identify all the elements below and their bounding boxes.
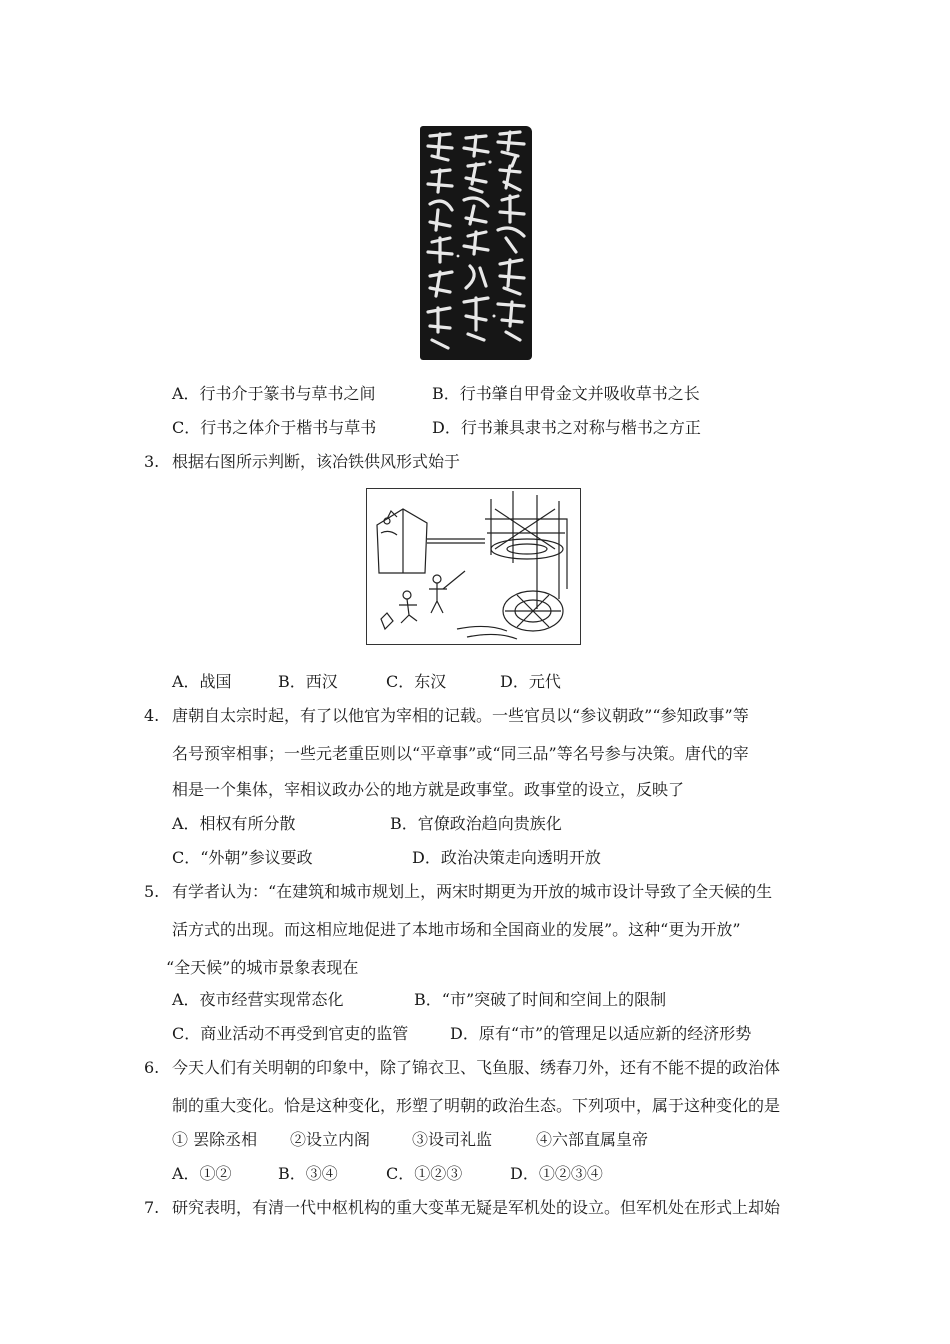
q2-option-d: D．行书兼具隶书之对称与楷书之方正 <box>432 418 701 437</box>
q3-option-c: C．东汉 <box>386 672 447 691</box>
calligraphy-rubbing-icon <box>420 126 532 360</box>
q6-option-c: C．①②③ <box>386 1164 463 1183</box>
q4-option-c: C．“外朝”参议要政 <box>172 848 313 867</box>
q6-item-3: ③设司礼监 <box>412 1130 493 1149</box>
q6-item-1: ① 罢除丞相 <box>172 1130 258 1149</box>
q5-option-b: B．“市”突破了时间和空间上的限制 <box>414 990 667 1009</box>
q6-number: 6. <box>144 1058 160 1077</box>
q6-stem-line-2: 制的重大变化。恰是这种变化，形塑了明朝的政治生态。下列项中，属于这种变化的是 <box>172 1096 781 1115</box>
q2-option-b: B．行书肇自甲骨金文并吸收草书之长 <box>432 384 700 403</box>
q6-option-b: B．③④ <box>278 1164 338 1183</box>
q5-stem-line-2: 活方式的出现。而这相应地促进了本地市场和全国商业的发展”。这种“更为开放” <box>172 920 741 939</box>
q6-item-2: ②设立内阁 <box>290 1130 371 1149</box>
q5-option-a: A．夜市经营实现常态化 <box>172 990 344 1009</box>
q6-option-a: A．①② <box>172 1164 232 1183</box>
iron-smelting-figure <box>366 488 581 645</box>
q7-stem-line-1: 研究表明，有清一代中枢机构的重大变革无疑是军机处的设立。但军机处在形式上却始 <box>172 1198 781 1217</box>
q5-stem-line-1: 有学者认为：“在建筑和城市规划上，两宋时期更为开放的城市设计导致了全天候的生 <box>172 882 773 901</box>
q6-stem-line-1: 今天人们有关明朝的印象中，除了锦衣卫、飞鱼服、绣春刀外，还有不能不提的政治体 <box>172 1058 781 1077</box>
q4-stem-line-1: 唐朝自太宗时起，有了以他官为宰相的记载。一些官员以“参议朝政”“参知政事”等 <box>172 706 749 725</box>
q2-option-c: C．行书之体介于楷书与草书 <box>172 418 377 437</box>
q6-item-4: ④六部直属皇帝 <box>536 1130 649 1149</box>
q5-number: 5. <box>144 882 160 901</box>
q2-option-a: A．行书介于篆书与草书之间 <box>172 384 376 403</box>
q5-stem-line-3: “全天候”的城市景象表现在 <box>166 958 359 977</box>
calligraphy-rubbing-image <box>420 126 532 360</box>
q3-option-d: D．元代 <box>500 672 561 691</box>
q7-number: 7. <box>144 1198 160 1217</box>
q3-stem: 根据右图所示判断，该冶铁供风形式始于 <box>172 452 461 471</box>
q5-option-c: C．商业活动不再受到官吏的监管 <box>172 1024 409 1043</box>
q4-option-d: D．政治决策走向透明开放 <box>412 848 601 867</box>
q6-option-d: D．①②③④ <box>510 1164 603 1183</box>
q5-option-d: D．原有“市”的管理足以适应新的经济形势 <box>450 1024 752 1043</box>
q3-number: 3. <box>144 452 160 471</box>
q4-stem-line-2: 名号预宰相事；一些元老重臣则以“平章事”或“同三品”等名号参与决策。唐代的宰 <box>172 744 749 763</box>
q4-option-a: A．相权有所分散 <box>172 814 296 833</box>
q4-stem-line-3: 相是一个集体，宰相议政办公的地方就是政事堂。政事堂的设立，反映了 <box>172 780 685 799</box>
q4-number: 4. <box>144 706 160 725</box>
q4-option-b: B．官僚政治趋向贵族化 <box>390 814 562 833</box>
water-powered-bellows-icon <box>367 489 579 643</box>
q3-option-b: B．西汉 <box>278 672 338 691</box>
q3-option-a: A．战国 <box>172 672 232 691</box>
